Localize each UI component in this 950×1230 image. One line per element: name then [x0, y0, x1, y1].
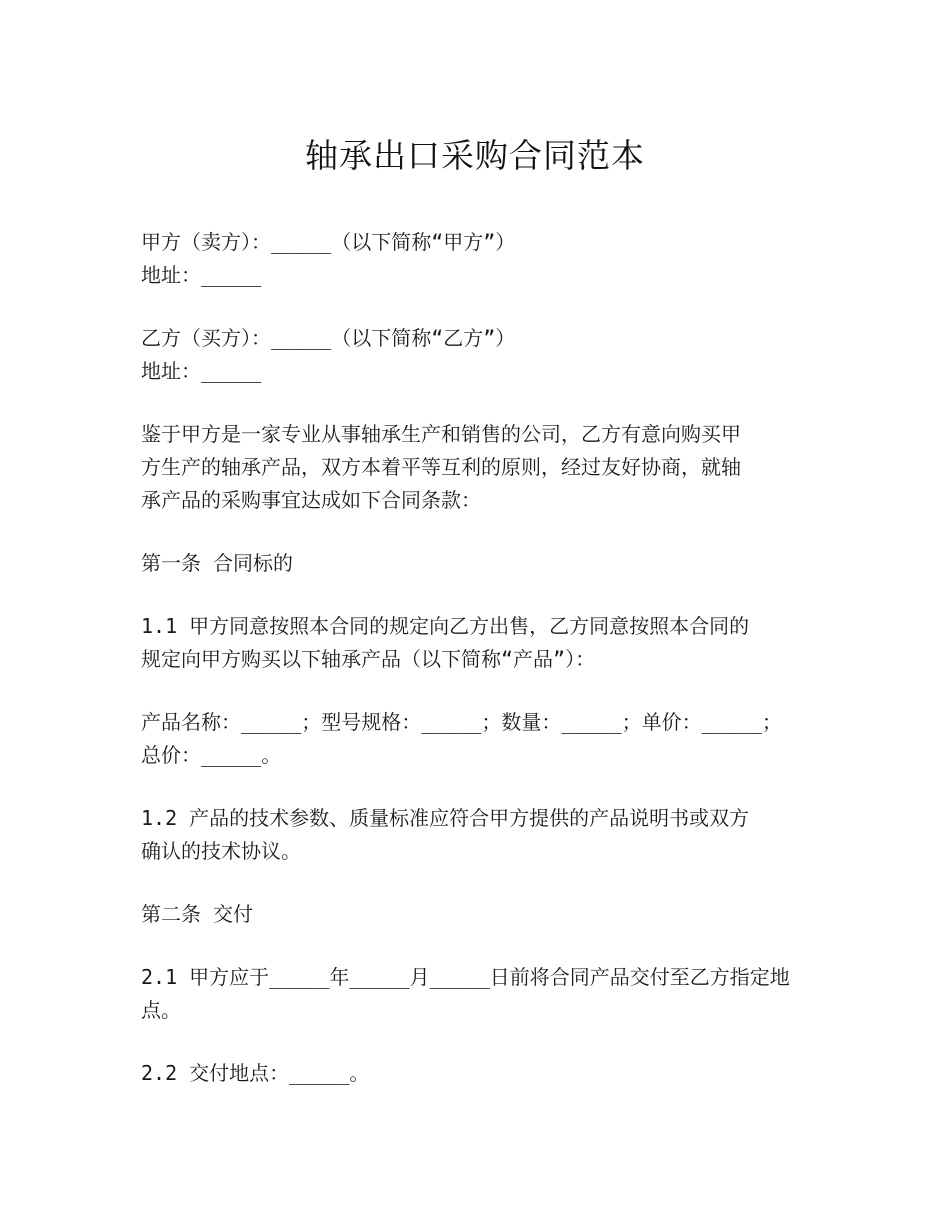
preamble-line-2: 方生产的轴承产品，双方本着平等互利的原则，经过友好协商，就轴 — [141, 455, 741, 479]
product-fields-line-1: 产品名称：_____；型号规格：_____；数量：_____；单价：_____； — [141, 710, 782, 734]
clause-1-1 — [141, 610, 809, 676]
party-a-line: 甲方（卖方）：_____（以下简称“甲方”） — [141, 230, 516, 254]
clause-1-2 — [141, 802, 809, 868]
party-b-line: 乙方（买方）：_____（以下简称“乙方”） — [141, 326, 516, 350]
clause-2-2-text: 2.2 交付地点：_____。 — [141, 1061, 370, 1085]
clause-1-1-line-1: 1.1 甲方同意按照本合同的规定向乙方出售，乙方同意按照本合同的 — [141, 614, 750, 638]
preamble-line-3: 承产品的采购事宜达成如下合同条款： — [141, 488, 481, 512]
article-2-heading — [141, 898, 809, 931]
party-b-address: 地址：_____ — [141, 359, 262, 383]
document-title: 轴承出口采购合同范本 — [305, 136, 645, 175]
preamble-line-1: 鉴于甲方是一家专业从事轴承生产和销售的公司，乙方有意向购买甲 — [141, 422, 741, 446]
clause-2-1-line-1: 2.1 甲方应于_____年_____月_____日前将合同产品交付至乙方指定地 — [141, 965, 790, 989]
clause-1-2-line-2: 确认的技术协议。 — [141, 839, 301, 863]
article-1-heading — [141, 547, 809, 580]
clause-2-2 — [141, 1057, 809, 1090]
party-a-block — [141, 226, 809, 292]
article-1-heading-text: 第一条 合同标的 — [141, 551, 294, 575]
clause-2-1-line-2: 点。 — [141, 998, 181, 1022]
document-body — [141, 226, 809, 1120]
clause-1-2-line-1: 1.2 产品的技术参数、质量标准应符合甲方提供的产品说明书或双方 — [141, 806, 750, 830]
party-b-block — [141, 322, 809, 388]
party-a-address: 地址：_____ — [141, 263, 262, 287]
preamble-paragraph — [141, 418, 809, 517]
product-fields — [141, 706, 809, 772]
clause-2-1 — [141, 961, 809, 1027]
article-2-heading-text: 第二条 交付 — [141, 902, 254, 926]
clause-1-1-line-2: 规定向甲方购买以下轴承产品（以下简称“产品”）： — [141, 647, 596, 671]
product-fields-line-2: 总价：_____。 — [141, 743, 282, 767]
